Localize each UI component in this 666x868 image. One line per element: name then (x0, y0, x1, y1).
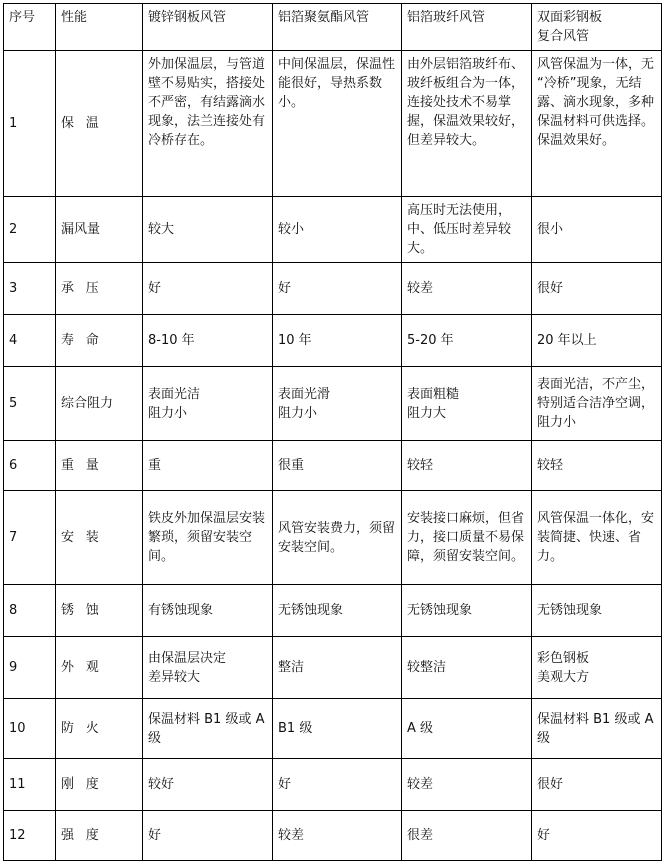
row-number-cell: 9 (4, 637, 56, 699)
value-cell: 8-10 年 (143, 315, 273, 367)
value-cell: 很好 (532, 263, 662, 315)
table-row (4, 699, 662, 759)
value-cell: 较大 (143, 197, 273, 263)
row-number-cell: 2 (4, 197, 56, 263)
value-cell: 有锈蚀现象 (143, 585, 273, 637)
row-number-cell: 8 (4, 585, 56, 637)
row-number-cell: 5 (4, 367, 56, 441)
performance-cell: 强度 (56, 811, 143, 861)
value-cell: 好 (532, 811, 662, 861)
header-row (4, 4, 662, 51)
performance-cell: 刚度 (56, 759, 143, 811)
value-cell: 风管保温为一体，无 “冷桥”现象，无结露、滴水现象，多种保温材料可供选择。保温效果好。 (532, 51, 662, 197)
table-row (4, 491, 662, 585)
table-row (4, 585, 662, 637)
row-number-cell: 6 (4, 441, 56, 491)
performance-cell: 综合阻力 (56, 367, 143, 441)
value-cell: 表面光洁 阻力小 (143, 367, 273, 441)
comparison-table (3, 3, 662, 861)
row-number-cell: 12 (4, 811, 56, 861)
value-cell: 重 (143, 441, 273, 491)
value-cell: 5-20 年 (402, 315, 532, 367)
value-cell: 保温材料 B1 级或 A 级 (143, 699, 273, 759)
value-cell: 无锈蚀现象 (273, 585, 402, 637)
value-cell: 较差 (402, 263, 532, 315)
table-row (4, 197, 662, 263)
row-number-cell: 7 (4, 491, 56, 585)
value-cell: A 级 (402, 699, 532, 759)
row-number-cell: 3 (4, 263, 56, 315)
value-cell: 中间保温层，保温性能很好，导热系数小。 (273, 51, 402, 197)
header-cell: 性能 (56, 4, 143, 51)
header-cell: 铝箔聚氨酯风管 (273, 4, 402, 51)
value-cell: 保温材料 B1 级或 A 级 (532, 699, 662, 759)
value-cell: 较小 (273, 197, 402, 263)
row-number-cell: 11 (4, 759, 56, 811)
value-cell: 整洁 (273, 637, 402, 699)
value-cell: 较轻 (532, 441, 662, 491)
header-cell: 双面彩钢板 复合风管 (532, 4, 662, 51)
value-cell: 由保温层决定 差异较大 (143, 637, 273, 699)
value-cell: 好 (273, 759, 402, 811)
value-cell: 较好 (143, 759, 273, 811)
value-cell: 高压时无法使用，中、低压时差异较大。 (402, 197, 532, 263)
table-row (4, 315, 662, 367)
performance-cell: 重量 (56, 441, 143, 491)
value-cell: 好 (143, 263, 273, 315)
value-cell: 10 年 (273, 315, 402, 367)
value-cell: 较轻 (402, 441, 532, 491)
table-row (4, 441, 662, 491)
performance-cell: 安装 (56, 491, 143, 585)
value-cell: 较整洁 (402, 637, 532, 699)
header-cell: 序号 (4, 4, 56, 51)
value-cell: 好 (273, 263, 402, 315)
row-number-cell: 1 (4, 51, 56, 197)
value-cell: 表面光洁，不产尘，特别适合洁净空调，阻力小 (532, 367, 662, 441)
header-cell: 铝箔玻纤风管 (402, 4, 532, 51)
table-row (4, 263, 662, 315)
performance-cell: 保温 (56, 51, 143, 197)
header-cell: 镀锌钢板风管 (143, 4, 273, 51)
table-row (4, 759, 662, 811)
performance-cell: 承压 (56, 263, 143, 315)
performance-cell: 漏风量 (56, 197, 143, 263)
value-cell: 表面光滑 阻力小 (273, 367, 402, 441)
value-cell: 好 (143, 811, 273, 861)
value-cell: 安装接口麻烦，但省力，接口质量不易保障，须留安装空间。 (402, 491, 532, 585)
value-cell: B1 级 (273, 699, 402, 759)
value-cell: 较差 (402, 759, 532, 811)
performance-cell: 防火 (56, 699, 143, 759)
row-number-cell: 4 (4, 315, 56, 367)
value-cell: 表面粗糙 阻力大 (402, 367, 532, 441)
table-row (4, 811, 662, 861)
value-cell: 外加保温层，与管道壁不易贴实，搭接处不严密，有结露滴水现象，法兰连接处有冷桥存在。 (143, 51, 273, 197)
value-cell: 铁皮外加保温层安装繁琐，须留安装空间。 (143, 491, 273, 585)
value-cell: 很小 (532, 197, 662, 263)
table-row (4, 51, 662, 197)
value-cell: 很好 (532, 759, 662, 811)
value-cell: 风管安装费力，须留安装空间。 (273, 491, 402, 585)
value-cell: 由外层铝箔玻纤布、玻纤板组合为一体，连接处技术不易掌握，保温效果较好，但差异较大。 (402, 51, 532, 197)
row-number-cell: 10 (4, 699, 56, 759)
value-cell: 无锈蚀现象 (402, 585, 532, 637)
value-cell: 20 年以上 (532, 315, 662, 367)
performance-cell: 外观 (56, 637, 143, 699)
performance-cell: 锈蚀 (56, 585, 143, 637)
value-cell: 较差 (273, 811, 402, 861)
value-cell: 彩色钢板 美观大方 (532, 637, 662, 699)
table-row (4, 367, 662, 441)
value-cell: 很重 (273, 441, 402, 491)
value-cell: 无锈蚀现象 (532, 585, 662, 637)
value-cell: 很差 (402, 811, 532, 861)
table-row (4, 637, 662, 699)
value-cell: 风管保温一体化，安装简捷、快速、省力。 (532, 491, 662, 585)
performance-cell: 寿命 (56, 315, 143, 367)
